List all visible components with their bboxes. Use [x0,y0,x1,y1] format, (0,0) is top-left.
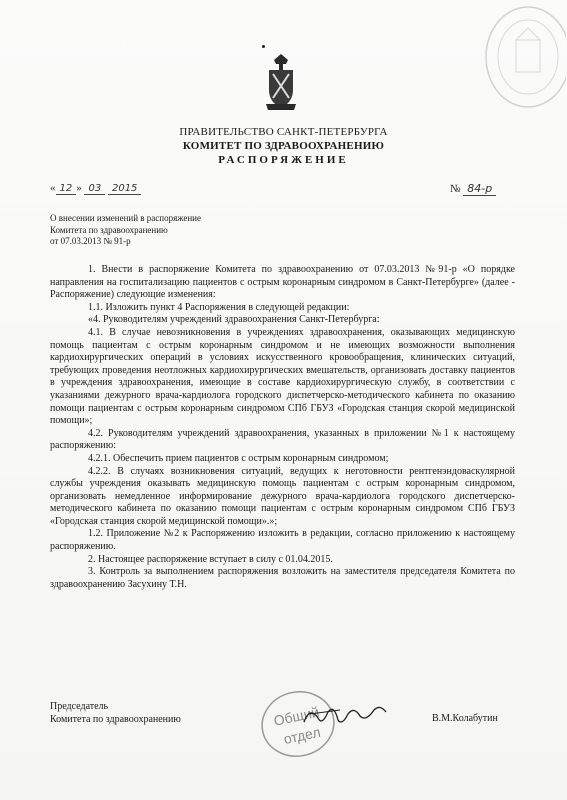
handwritten-signature-icon [300,700,390,730]
paragraph: 2. Настоящее распоряжение вступает в силу с 01.04.2015. [88,553,333,565]
document-subject [50,213,201,248]
signatory-title-line: Председатель [50,701,109,712]
committee-title: КОМИТЕТ ПО ЗДРАВООХРАНЕНИЮ [182,140,385,152]
document-body [50,264,515,591]
government-title: ПРАВИТЕЛЬСТВО САНКТ-ПЕТЕРБУРГА [179,126,388,138]
subject-line: Комитета по здравоохранению [50,224,168,235]
paragraph: 4.2. Руководителям учреждений здравоохранения, указанных в приложении №1 к настоящему распоряжению: [50,427,515,452]
date-month: 03 [84,183,105,195]
paragraph: 3. Контроль за выполнением распоряжения возложить на заместителя председателя Комитета по здравоохранению Засухину Т.Н. [50,566,515,590]
stamp-text-2: отдел [282,723,322,748]
subject-line: от 07.03.2013 № 91-р [50,236,131,246]
document-type: РАСПОРЯЖЕНИЕ [218,154,349,166]
number-value: 84-р [463,182,496,196]
coat-of-arms-icon [264,52,298,114]
mark-dot [262,45,265,48]
signatory-title [50,700,181,726]
paragraph: 4.2.1. Обеспечить прием пациентов с острым коронарным синдромом; [88,452,389,464]
paragraph: «4. Руководителям учреждений здравоохранения Санкт-Петербурга: [88,314,380,326]
stamp-text-1: Общий [272,703,321,729]
signatory-title-line: Комитета по здравоохранению [50,714,181,725]
paragraph: 1.1. Изложить пункт 4 Распоряжения в следующей редакции: [88,301,350,313]
paragraph: 1. Внести в распоряжение Комитета по здравоохранению от 07.03.2013 №91-р «О порядке направления на госпитализацию пациентов с острым коронарным синдромом в Санкт-Петербурге» (далее - Распоряжение) следующие изменения: [50,264,515,301]
registration-seal-icon [470,2,566,112]
paragraph: 1.2. Приложение №2 к Распоряжению изложить в редакции, согласно приложению к настоящему распоряжению. [50,528,515,553]
paragraph: 4.2.2. В случаях возникновения ситуаций, ведущих к неготовности рентгенэндоваскулярной службы учреждения оказывать медицинскую помощь пациентам с острым коронарным синдромом, организовать немедленное информирование дежурного врача-кардиолога городского диспетчерско-методического кабинета по оказанию помощи пациентам с острым коронарным синдромом СПб ГБУЗ «Городская станция скорой медицинской помощи».»; [50,465,515,527]
document-number [450,182,496,195]
date-year: 2015 [108,183,141,195]
number-label: № [450,183,461,195]
date-day: 12 [56,183,77,195]
document-date [50,182,141,194]
date-quote-close: » [76,182,82,194]
signatory-name: В.М.Колабутин [432,713,498,724]
paragraph: 4.1. В случае невозникновения в учреждениях здравоохранения, оказывающих медицинскую помощь пациентам с острым коронарным синдромом и не имеющих возможности выполнения кардиохирургических операций в условиях искусственного кровообращения, клинических ситуаций, требующих проведения неотложных кардиохирургических вмешательств, организовать доставку пациентов в учреждения здравоохранения, имеющие в составе кардиохирургическую службу, в соответствии с указаниями дежурного врача-кардиолога городского диспетчерско-методического кабинета по оказанию помощи пациентам с острым коронарным синдромом СПб ГБУЗ «Городская станция скорой медицинской помощи»; [50,326,515,427]
date-quote-open: « [50,182,56,194]
subject-line: О внесении изменений в распоряжение [50,213,201,223]
